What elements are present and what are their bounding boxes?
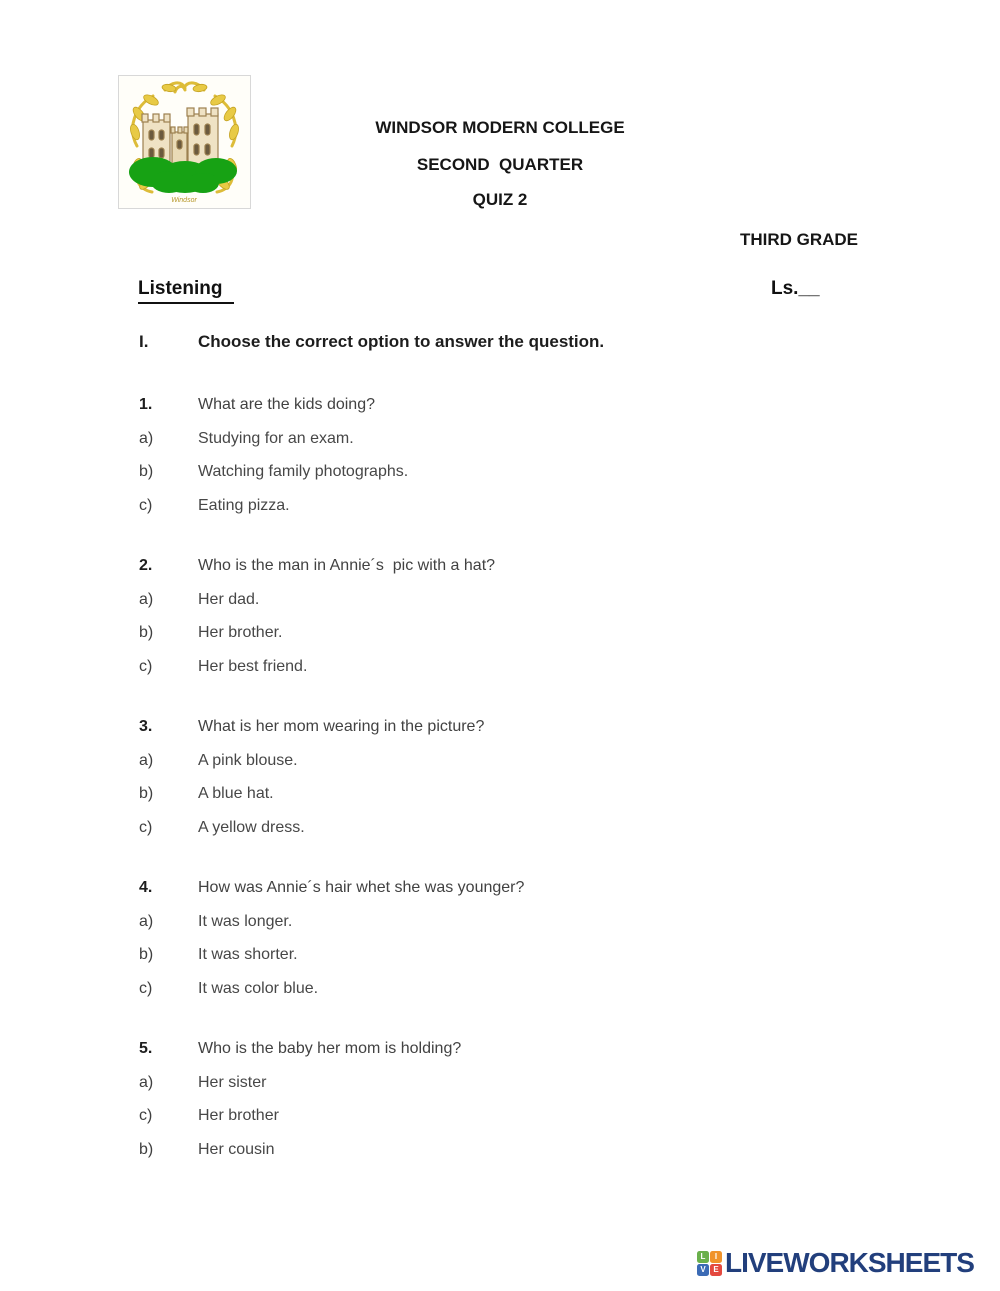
option-c[interactable] [0,497,1000,531]
quiz-title: QUIZ 2 [472,190,528,209]
option-label: b) [139,1140,154,1158]
liveworksheets-logo[interactable] [697,1247,974,1279]
option-text: Her best friend. [198,657,308,675]
question-number: 2. [139,557,153,574]
instruction-text: Choose the correct option to answer the question. [198,332,605,351]
option-label: a) [139,751,154,769]
option-label: c) [139,496,153,514]
tile-i: I [710,1251,722,1263]
question-number: 1. [139,396,153,413]
question-row [0,1040,1000,1074]
question-text: Who is the baby her mom is holding? [198,1040,462,1057]
question-text: How was Annie´s hair whet she was younger? [198,879,525,896]
option-c[interactable] [0,980,1000,1014]
option-text: Her brother [198,1107,279,1124]
question-5 [0,1040,1000,1174]
option-b[interactable] [0,785,1000,819]
liveworksheets-wordmark: LIVEWORKSHEETS [725,1247,974,1278]
question-1 [0,396,1000,530]
instruction-row [0,332,1000,352]
option-label: c) [139,818,153,836]
option-a[interactable] [0,591,1000,625]
option-text: It was longer. [198,912,293,930]
question-list [0,396,1000,1201]
option-label: c) [139,979,153,997]
tile-l: L [697,1251,709,1263]
question-4 [0,879,1000,1013]
question-text: Who is the man in Annie´s pic with a hat? [198,557,496,574]
score-field: Ls.__ [771,278,820,299]
school-name: WINDSOR MODERN COLLEGE [375,118,625,137]
option-label: b) [139,946,154,963]
option-a[interactable] [0,913,1000,947]
tile-v: V [697,1264,709,1276]
question-row [0,879,1000,913]
school-crest-logo [118,75,251,209]
option-a[interactable] [0,752,1000,786]
instruction-number: I. [139,332,149,351]
option-b[interactable] [0,624,1000,658]
option-label: c) [139,657,153,675]
option-label: a) [139,590,154,608]
option-text: Her sister [198,1073,267,1091]
tile-e: E [710,1264,722,1276]
option-text: Her dad. [198,590,260,608]
option-label: a) [139,912,154,930]
option-text: Studying for an exam. [198,429,354,447]
option-b[interactable] [0,946,1000,980]
option-text: A pink blouse. [198,751,298,769]
option-c[interactable] [0,658,1000,692]
option-label: b) [139,463,154,480]
question-row [0,396,1000,430]
section-title: Listening [138,278,234,304]
option-label: b) [139,785,154,802]
question-number: 3. [139,718,153,735]
option-text: It was color blue. [198,979,319,997]
option-text: Her cousin [198,1140,275,1158]
question-number: 5. [139,1040,153,1057]
question-text: What is her mom wearing in the picture? [198,718,485,735]
quarter-title: SECOND QUARTER [416,155,584,174]
question-2 [0,557,1000,691]
liveworksheets-tiles-icon [697,1251,722,1276]
option-b[interactable] [0,463,1000,497]
castle-crest-icon [119,76,250,208]
option-c[interactable] [0,819,1000,853]
grade-label: THIRD GRADE [739,230,858,249]
option-label: a) [139,1073,154,1091]
option-label: b) [139,624,154,641]
option-b[interactable] [0,1141,1000,1175]
option-text: A yellow dress. [198,818,305,836]
crest-caption: Windsor [171,197,197,204]
option-text: Her brother. [198,624,283,641]
option-label: c) [139,1107,153,1124]
question-number: 4. [139,879,153,896]
section-row [0,278,1000,304]
option-text: Watching family photographs. [198,463,409,480]
question-text: What are the kids doing? [198,396,375,413]
question-3 [0,718,1000,852]
option-text: A blue hat. [198,785,274,802]
option-text: Eating pizza. [198,496,290,514]
question-row [0,557,1000,591]
option-c[interactable] [0,1107,1000,1141]
option-a[interactable] [0,430,1000,464]
option-a[interactable] [0,1074,1000,1108]
question-row [0,718,1000,752]
option-text: It was shorter. [198,946,298,963]
option-label: a) [139,429,154,447]
